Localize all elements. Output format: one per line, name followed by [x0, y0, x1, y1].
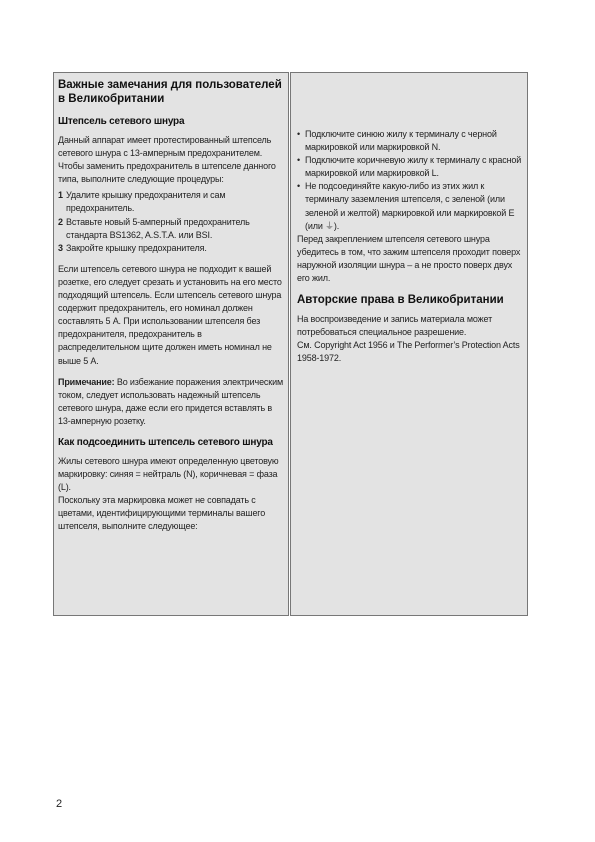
- wires-paragraph: Жилы сетевого шнура имеют определенную цветовую маркировку: синяя = нейтраль (N), коричневая = фаза (L).: [58, 455, 279, 493]
- step-item: 1 Удалите крышку предохранителя и сам предохранитель.: [58, 190, 226, 214]
- connect-subheading: Как подсоединить штепсель сетевого шнура: [58, 436, 273, 448]
- plug-paragraph: Если штепсель сетевого шнура не подходит к вашей розетке, его следует срезать и установить на его место подходящий штепсель. Если штепсель сетевого шнура содержит предохранитель, его номинал должен составлять 5 A. При использовании штепселя без предохранителя, предохранитель в распределительном щите должен иметь номинал не выше 5 A.: [58, 263, 282, 366]
- copyright-heading: Авторские права в Великобритании: [297, 294, 504, 307]
- note-paragraph: [58, 376, 284, 428]
- note-text: Во избежание поражения электрическим током, следует использовать надежный штепсель сетевого шнура, даже если его придется вставлять в 13-амперную розетку.: [58, 376, 283, 426]
- bullet-item: • Подключите синюю жилу к терминалу с черной маркировкой или маркировкой N.: [297, 129, 497, 153]
- procedure-intro: Чтобы заменить предохранитель в штепселе данного типа, выполните следующие процедуры:: [58, 161, 276, 185]
- bullet-item: • Не подсоединяйте какую-либо из этих жил к терминалу заземления штепселя, с зеленой (или зеленой и желтой) маркировкой или маркировкой E (или ⏚).: [297, 181, 515, 231]
- mismatch-paragraph: Поскольку эта маркировка может не совпадать с цветами, идентифицирующими терминалы вашего штепселя, выполните следующее:: [58, 495, 266, 532]
- note-label: Примечание:: [58, 376, 115, 387]
- right-column: [290, 72, 528, 616]
- left-column: [53, 72, 289, 616]
- bullet-item: • Подключите коричневую жилу к терминалу с красной маркировкой или маркировкой L.: [297, 155, 522, 179]
- step-item: 3 Закройте крышку предохранителя.: [58, 242, 207, 253]
- intro-paragraph: Данный аппарат имеет протестированный штепсель сетевого шнура с 13-амперным предохранителем.: [58, 135, 272, 159]
- copyright-paragraph-1: На воспроизведение и запись материала может потребоваться специальное разрешение.: [297, 314, 493, 338]
- copyright-paragraph-2: См. Copyright Act 1956 и The Performer’s Protection Acts 1958-1972.: [297, 340, 520, 364]
- wire-bullets: [297, 128, 523, 233]
- check-paragraph: Перед закреплением штепселя сетевого шнура убедитесь в том, что зажим штепселя проходит поверх наружной изоляции шнура – а не просто поверх двух его жил.: [297, 233, 521, 284]
- steps-list: [58, 189, 284, 254]
- plug-subheading: Штепсель сетевого шнура: [58, 116, 185, 127]
- main-heading: Важные замечания для пользователей в Великобритании: [58, 79, 282, 105]
- page-number: 2: [56, 798, 63, 810]
- step-item: 2 Вставьте новый 5-амперный предохранитель стандарта BS1362, A.S.T.A. или BSI.: [58, 216, 250, 240]
